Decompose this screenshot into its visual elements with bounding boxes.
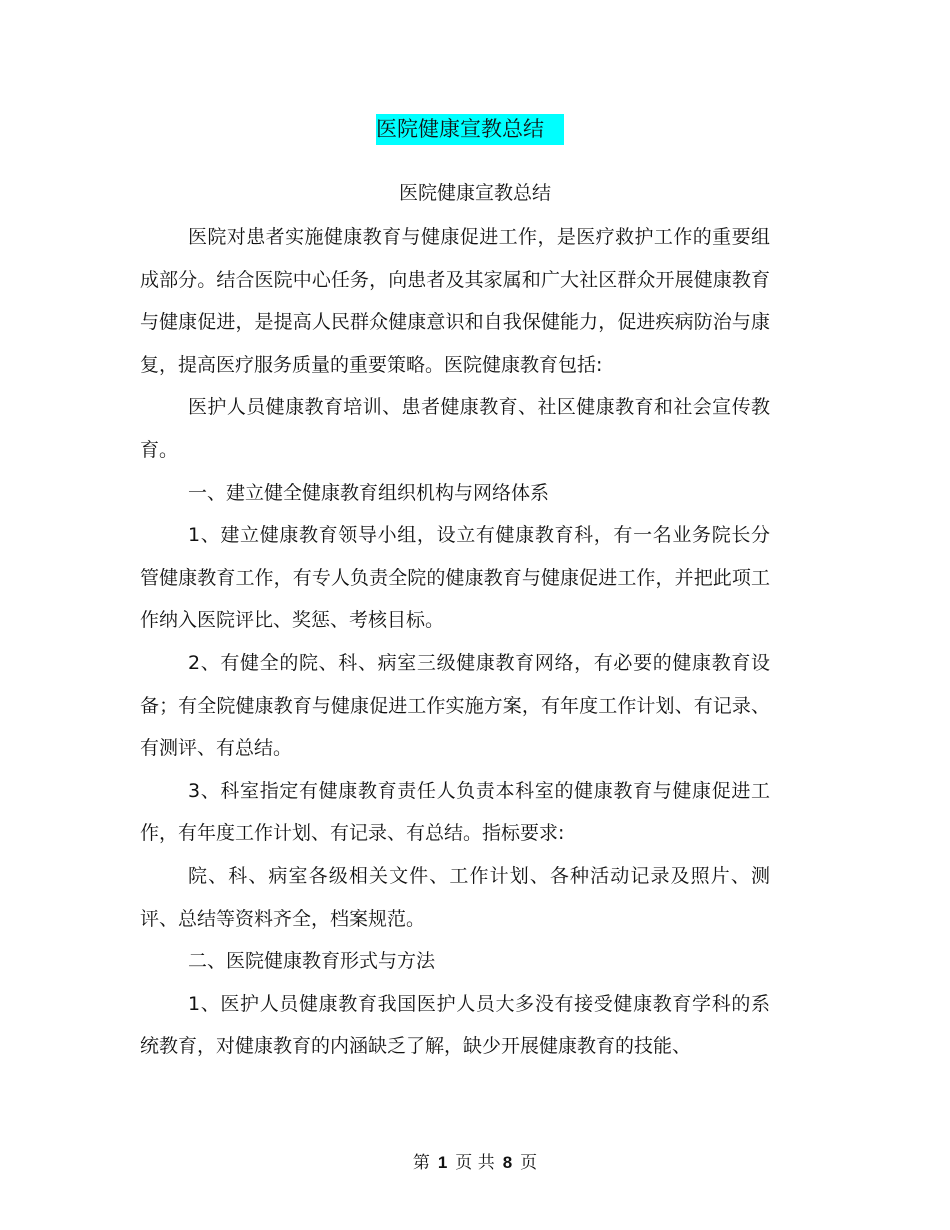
paragraph: 医护人员健康教育培训、患者健康教育、社区健康教育和社会宣传教育。 — [140, 396, 770, 461]
document-body — [140, 216, 770, 1068]
page-footer — [0, 1150, 950, 1176]
paragraph: 医院对患者实施健康教育与健康促进工作，是医疗救护工作的重要组成部分。结合医院中心任务，向患者及其家属和广大社区群众开展健康教育与健康促进，是提高人民群众健康意识和自我保健能力，促进疾病防治与康复，提高医疗服务质量的重要策略。医院健康教育包括: — [140, 226, 770, 376]
section-heading: 二、医院健康教育形式与方法 — [188, 950, 436, 973]
page-prefix: 第 — [412, 1153, 430, 1173]
page-mid: 页 共 — [455, 1153, 495, 1173]
page-suffix: 页 — [520, 1153, 538, 1173]
paragraph: 1、建立健康教育领导小组，设立有健康教育科，有一名业务院长分管健康教育工作，有专人负责全院的健康教育与健康促进工作，并把此项工作纳入医院评比、奖惩、考核目标。 — [140, 524, 770, 632]
title-highlight: 医院健康宣教总结 — [376, 114, 564, 145]
current-page-number: 1 — [437, 1153, 448, 1172]
paragraph: 1、医护人员健康教育我国医护人员大多没有接受健康教育学科的系统教育，对健康教育的内涵缺乏了解，缺少开展健康教育的技能、 — [140, 992, 770, 1058]
document-subtitle: 医院健康宣教总结 — [398, 182, 551, 204]
paragraph: 院、科、病室各级相关文件、工作计划、各种活动记录及照片、测评、总结等资料齐全，档案规范。 — [140, 864, 770, 930]
total-pages-number: 8 — [502, 1153, 513, 1172]
section-heading: 一、建立健全健康教育组织机构与网络体系 — [188, 481, 550, 504]
document-title — [376, 114, 573, 145]
paragraph: 3、科室指定有健康教育责任人负责本科室的健康教育与健康促进工作，有年度工作计划、有记录、有总结。指标要求: — [140, 779, 770, 845]
paragraph: 2、有健全的院、科、病室三级健康教育网络，有必要的健康教育设备；有全院健康教育与健康促进工作实施方案，有年度工作计划、有记录、有测评、有总结。 — [140, 651, 770, 760]
